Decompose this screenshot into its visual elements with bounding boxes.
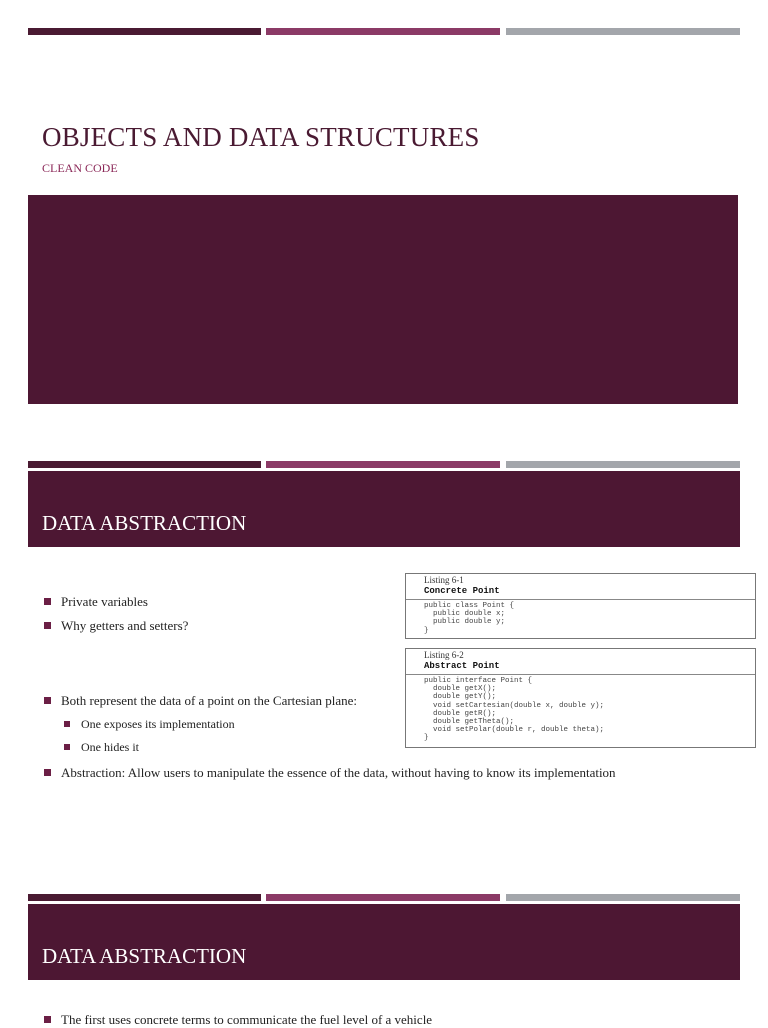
list-item: Both represent the data of a point on the Cartesian plane: — [44, 693, 357, 709]
list-item: Private variables — [44, 594, 148, 610]
bullet-square-icon — [44, 1016, 51, 1023]
accent-bar-gray — [506, 894, 740, 901]
accent-bar-magenta — [266, 28, 500, 35]
accent-bar-dark — [28, 894, 261, 901]
bullet-square-icon — [44, 622, 51, 629]
listing-name: Concrete Point — [424, 586, 500, 596]
list-item: Why getters and setters? — [44, 618, 188, 634]
list-subitem: One exposes its implementation — [64, 717, 235, 732]
slide1-accent-bars — [28, 28, 740, 35]
bullet-square-icon — [64, 744, 70, 750]
listing-number: Listing 6-2 — [424, 650, 464, 660]
slide2-heading: DATA ABSTRACTION — [42, 511, 247, 535]
slide3-header-band — [28, 904, 740, 980]
slide2-header-band — [28, 471, 740, 547]
bullet-square-icon — [44, 697, 51, 704]
accent-bar-magenta — [266, 894, 500, 901]
slide3-heading: DATA ABSTRACTION — [42, 944, 247, 968]
accent-bar-gray — [506, 461, 740, 468]
bullet-square-icon — [64, 721, 70, 727]
bullet-square-icon — [44, 598, 51, 605]
list-item: The first uses concrete terms to communicate the fuel level of a vehicle — [44, 1012, 432, 1028]
accent-bar-magenta — [266, 461, 500, 468]
list-subitem: One hides it — [64, 740, 139, 755]
list-item: Abstraction: Allow users to manipulate the essence of the data, without having to know its implementation — [44, 765, 616, 781]
code-listing-abstract-point — [405, 648, 756, 748]
slide2-accent-bars — [28, 461, 740, 468]
slide3-accent-bars — [28, 894, 740, 901]
accent-bar-gray — [506, 28, 740, 35]
listing-header — [406, 649, 755, 675]
title-slide-color-block — [28, 195, 738, 404]
slide-title: OBJECTS AND DATA STRUCTURES — [42, 122, 480, 152]
accent-bar-dark — [28, 461, 261, 468]
listing-number: Listing 6-1 — [424, 575, 464, 585]
slide-subtitle: CLEAN CODE — [42, 161, 118, 175]
listing-code: public class Point { public double x; public double y; } — [424, 602, 515, 635]
code-listing-concrete-point — [405, 573, 756, 639]
accent-bar-dark — [28, 28, 261, 35]
listing-name: Abstract Point — [424, 661, 500, 671]
listing-header — [406, 574, 755, 600]
bullet-square-icon — [44, 769, 51, 776]
listing-code: public interface Point { double getX(); double getY(); void setCartesian(double x, double y); double getR(); double getTheta(); void setPolar(double r, double theta); } — [424, 677, 605, 743]
